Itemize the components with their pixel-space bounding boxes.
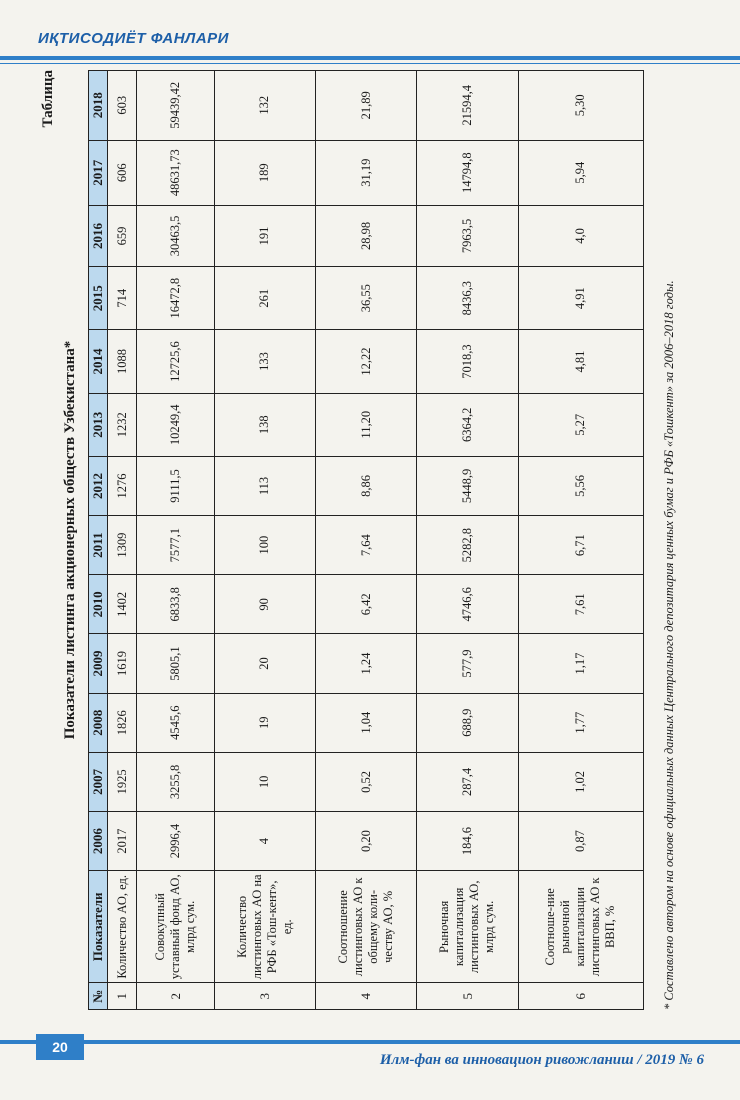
row-number: 4 <box>315 983 416 1010</box>
value-cell: 90 <box>214 575 315 634</box>
row-indicator: Соотношение листинговых АО к общему коли-честву АО, % <box>315 871 416 983</box>
row-number: 2 <box>137 983 214 1010</box>
row-indicator: Количество листинговых АО на РФБ «Тош-кент», ед. <box>214 871 315 983</box>
value-cell: 12725,6 <box>137 330 214 393</box>
row-number: 3 <box>214 983 315 1010</box>
header-year: 2017 <box>89 140 108 205</box>
value-cell: 5,94 <box>518 140 643 205</box>
table-title: Показатели листинга акционерных обществ Узбекистана* <box>62 340 78 740</box>
page-footer <box>0 1034 740 1100</box>
value-cell: 287,4 <box>417 752 518 811</box>
value-cell: 10 <box>214 752 315 811</box>
value-cell: 14794,8 <box>417 140 518 205</box>
value-cell: 30463,5 <box>137 205 214 266</box>
table-row <box>214 71 315 1010</box>
value-cell: 7963,5 <box>417 205 518 266</box>
row-indicator: Рыночная капитализация листинговых АО, млрд сум. <box>417 871 518 983</box>
value-cell: 5282,8 <box>417 516 518 575</box>
value-cell: 0,20 <box>315 812 416 871</box>
value-cell: 20 <box>214 634 315 693</box>
value-cell: 4 <box>214 812 315 871</box>
value-cell: 9111,5 <box>137 456 214 515</box>
value-cell: 191 <box>214 205 315 266</box>
value-cell: 16472,8 <box>137 267 214 330</box>
value-cell: 138 <box>214 393 315 456</box>
value-cell: 2017 <box>107 812 137 871</box>
value-cell: 1,17 <box>518 634 643 693</box>
listing-table <box>88 70 644 1010</box>
table-footnote: * Составлено автором на основе официальных данных Центрального депозитария ценных бумаг и РФБ «Тошкент» за 2006–2018 годы. <box>662 280 676 1010</box>
page-number: 20 <box>36 1034 84 1060</box>
value-cell: 7,64 <box>315 516 416 575</box>
header-rule-thin <box>0 63 740 64</box>
value-cell: 1088 <box>107 330 137 393</box>
value-cell: 3255,8 <box>137 752 214 811</box>
value-cell: 1232 <box>107 393 137 456</box>
value-cell: 133 <box>214 330 315 393</box>
value-cell: 19 <box>214 693 315 752</box>
value-cell: 8436,3 <box>417 267 518 330</box>
header-year: 2016 <box>89 205 108 266</box>
value-cell: 5,30 <box>518 71 643 141</box>
value-cell: 1619 <box>107 634 137 693</box>
header-year: 2012 <box>89 456 108 515</box>
value-cell: 113 <box>214 456 315 515</box>
journal-section-title: ИҚТИСОДИЁТ ФАНЛАРИ <box>38 30 229 47</box>
value-cell: 4,91 <box>518 267 643 330</box>
header-number: № <box>89 983 108 1010</box>
value-cell: 1925 <box>107 752 137 811</box>
value-cell: 12,22 <box>315 330 416 393</box>
header-year: 2009 <box>89 634 108 693</box>
value-cell: 189 <box>214 140 315 205</box>
table-row <box>417 71 518 1010</box>
rotated-table-area <box>40 70 720 1010</box>
value-cell: 0,87 <box>518 812 643 871</box>
table-header-row <box>89 71 108 1010</box>
value-cell: 1,04 <box>315 693 416 752</box>
value-cell: 7018,3 <box>417 330 518 393</box>
value-cell: 59439,42 <box>137 71 214 141</box>
header-year: 2018 <box>89 71 108 141</box>
value-cell: 100 <box>214 516 315 575</box>
value-cell: 688,9 <box>417 693 518 752</box>
header-year: 2006 <box>89 812 108 871</box>
value-cell: 31,19 <box>315 140 416 205</box>
table-row <box>518 71 643 1010</box>
value-cell: 603 <box>107 71 137 141</box>
value-cell: 1,24 <box>315 634 416 693</box>
row-number: 1 <box>107 983 137 1010</box>
footer-rule <box>0 1040 740 1044</box>
value-cell: 6,42 <box>315 575 416 634</box>
table-row <box>137 71 214 1010</box>
header-year: 2008 <box>89 693 108 752</box>
value-cell: 36,55 <box>315 267 416 330</box>
header-year: 2014 <box>89 330 108 393</box>
header-year: 2010 <box>89 575 108 634</box>
header-year: 2007 <box>89 752 108 811</box>
header-year: 2015 <box>89 267 108 330</box>
row-number: 6 <box>518 983 643 1010</box>
header-indicator: Показатели <box>89 871 108 983</box>
value-cell: 1,02 <box>518 752 643 811</box>
header-year: 2013 <box>89 393 108 456</box>
value-cell: 714 <box>107 267 137 330</box>
journal-footer-title: Илм-фан ва инновацион ривожланиш / 2019 № 6 <box>379 1052 704 1068</box>
value-cell: 6364,2 <box>417 393 518 456</box>
value-cell: 577,9 <box>417 634 518 693</box>
value-cell: 5,56 <box>518 456 643 515</box>
table-row <box>107 71 137 1010</box>
value-cell: 1,77 <box>518 693 643 752</box>
value-cell: 606 <box>107 140 137 205</box>
value-cell: 7577,1 <box>137 516 214 575</box>
row-indicator: Соотноше-ние рыночной капитализации листинговых АО к ВВП, % <box>518 871 643 983</box>
value-cell: 659 <box>107 205 137 266</box>
value-cell: 21,89 <box>315 71 416 141</box>
value-cell: 6833,8 <box>137 575 214 634</box>
header-rule <box>0 56 740 60</box>
value-cell: 4746,6 <box>417 575 518 634</box>
value-cell: 48631,73 <box>137 140 214 205</box>
row-indicator: Совокупный уставный фонд АО, млрд сум. <box>137 871 214 983</box>
value-cell: 4,81 <box>518 330 643 393</box>
value-cell: 11,20 <box>315 393 416 456</box>
row-number: 5 <box>417 983 518 1010</box>
value-cell: 1402 <box>107 575 137 634</box>
row-indicator: Количество АО, ед. <box>107 871 137 983</box>
value-cell: 4545,6 <box>137 693 214 752</box>
table-caption: Таблица <box>40 70 56 128</box>
value-cell: 184,6 <box>417 812 518 871</box>
value-cell: 8,86 <box>315 456 416 515</box>
value-cell: 28,98 <box>315 205 416 266</box>
value-cell: 2996,4 <box>137 812 214 871</box>
value-cell: 5,27 <box>518 393 643 456</box>
header-year: 2011 <box>89 516 108 575</box>
value-cell: 21594,4 <box>417 71 518 141</box>
table-row <box>315 71 416 1010</box>
value-cell: 5805,1 <box>137 634 214 693</box>
value-cell: 261 <box>214 267 315 330</box>
value-cell: 0,52 <box>315 752 416 811</box>
value-cell: 5448,9 <box>417 456 518 515</box>
value-cell: 4,0 <box>518 205 643 266</box>
value-cell: 10249,4 <box>137 393 214 456</box>
value-cell: 6,71 <box>518 516 643 575</box>
page-header <box>0 0 740 66</box>
value-cell: 1826 <box>107 693 137 752</box>
value-cell: 7,61 <box>518 575 643 634</box>
value-cell: 132 <box>214 71 315 141</box>
value-cell: 1276 <box>107 456 137 515</box>
value-cell: 1309 <box>107 516 137 575</box>
